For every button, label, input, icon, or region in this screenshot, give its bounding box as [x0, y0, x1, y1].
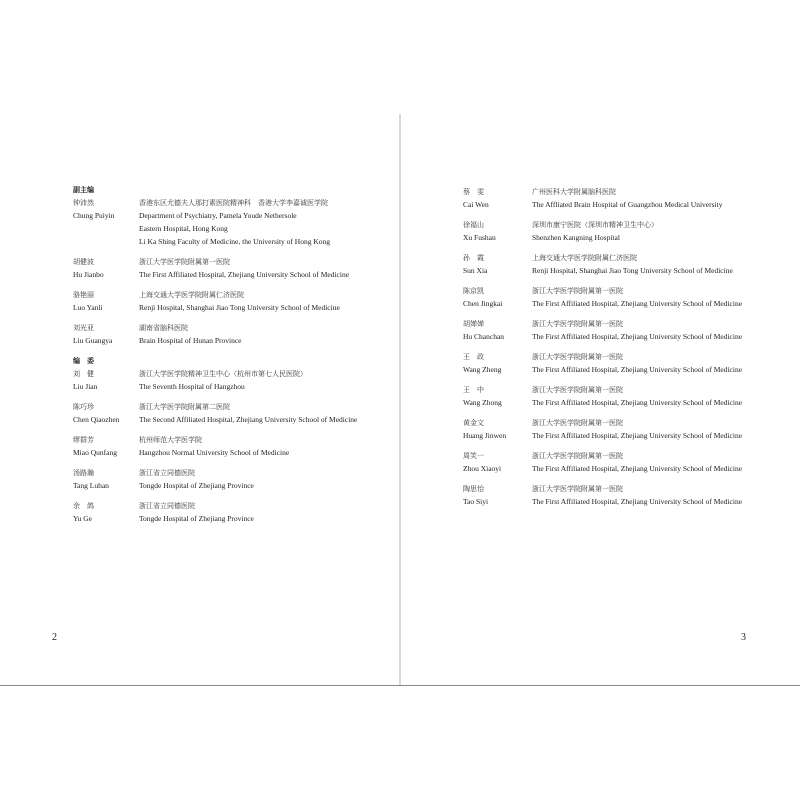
contributor-cn-name: 余 鸽 — [73, 502, 94, 510]
contributor-en-org: Shenzhen Kangning Hospital — [532, 233, 620, 242]
contributor-orgs — [532, 351, 793, 376]
contributor-orgs — [139, 322, 393, 347]
contributor-orgs — [532, 318, 793, 343]
contributor-entry — [73, 197, 393, 248]
contributor-entry — [463, 351, 793, 376]
contributor-cn-name: 陈京凯 — [463, 287, 484, 295]
contributor-names — [73, 401, 139, 426]
contributor-en-name: Tang Luhan — [73, 481, 109, 490]
contributor-cn-name: 王 政 — [463, 353, 484, 361]
contributor-en-name: Wang Zheng — [463, 365, 502, 374]
contributor-en-name: Chen Jingkai — [463, 299, 503, 308]
spread-bottom-edge — [0, 685, 800, 686]
contributor-orgs — [139, 434, 393, 459]
contributor-cn-org: 杭州师范大学医学院 — [139, 436, 202, 444]
contributor-en-org: Li Ka Shing Faculty of Medicine, the University of Hong Kong — [139, 237, 331, 246]
page-number: 3 — [741, 632, 746, 643]
contributor-en-org: Eastern Hospital, Hong Kong — [139, 224, 228, 233]
contributor-cn-org: 浙江大学医学院附属第一医院 — [532, 353, 623, 361]
contributor-names — [73, 500, 139, 525]
contributor-orgs — [139, 368, 393, 393]
contributor-en-org: The First Affiliated Hospital, Zhejiang University School of Medicine — [532, 299, 743, 308]
contributor-cn-org: 浙江大学医学院附属第一医院 — [139, 258, 230, 266]
contributor-en-name: Chen Qiaozhen — [73, 415, 120, 424]
contributor-cn-name: 陶思怡 — [463, 485, 484, 493]
contributor-en-org: The First Affiliated Hospital, Zhejiang University School of Medicine — [532, 464, 743, 473]
contributor-en-org: Hangzhou Normal University School of Medicine — [139, 448, 290, 457]
contributor-entry — [463, 186, 793, 211]
contributor-entry — [463, 483, 793, 508]
contributor-entry — [73, 434, 393, 459]
contributor-entry — [73, 368, 393, 393]
contributor-names — [463, 219, 532, 244]
contributor-entry — [463, 417, 793, 442]
contributor-orgs — [139, 500, 393, 525]
contributor-en-name: Xu Fushan — [463, 233, 496, 242]
contributor-en-org: Renji Hospital, Shanghai Jiao Tong University School of Medicine — [139, 303, 340, 312]
contributor-orgs — [532, 384, 793, 409]
contributor-names — [463, 384, 532, 409]
contributor-en-org: The First Affiliated Hospital, Zhejiang University School of Medicine — [139, 270, 350, 279]
contributor-entry — [463, 384, 793, 409]
contributor-cn-org: 浙江大学医学院附属第一医院 — [532, 485, 623, 493]
contributor-cn-org: 上海交通大学医学院附属仁济医院 — [532, 254, 637, 262]
contributor-en-name: Yu Ge — [73, 514, 92, 523]
contributor-orgs — [532, 219, 793, 244]
contributor-cn-name: 陈巧珍 — [73, 403, 94, 411]
contributor-cn-org: 浙江大学医学院附属第一医院 — [532, 452, 623, 460]
contributor-en-org: The First Affiliated Hospital, Zhejiang University School of Medicine — [532, 398, 743, 407]
contributor-names — [463, 450, 532, 475]
contributor-en-org: The Affliated Brain Hospital of Guangzhou Medical University — [532, 200, 723, 209]
contributor-en-name: Zhou Xiaoyi — [463, 464, 502, 473]
page-number: 2 — [52, 632, 57, 643]
contributor-cn-org: 上海交通大学医学院附属仁济医院 — [139, 291, 244, 299]
contributor-en-name: Sun Xia — [463, 266, 488, 275]
left-page-content — [73, 184, 393, 533]
contributor-en-name: Huang Jinwen — [463, 431, 507, 440]
contributor-en-org: The First Affiliated Hospital, Zhejiang University School of Medicine — [532, 365, 743, 374]
contributor-entry — [463, 252, 793, 277]
contributor-cn-name: 周笑一 — [463, 452, 484, 460]
right-page — [401, 114, 800, 686]
contributor-cn-org: 浙江省立同德医院 — [139, 469, 195, 477]
contributor-en-name: Miao Qunfang — [73, 448, 117, 457]
contributor-entry — [463, 219, 793, 244]
contributor-names — [463, 318, 532, 343]
section-title-deputy-editors: 副主编 — [73, 186, 94, 194]
contributor-orgs — [532, 450, 793, 475]
contributor-cn-org: 浙江大学医学院附属第一医院 — [532, 419, 623, 427]
contributor-entry — [73, 289, 393, 314]
contributor-cn-org: 湖南省脑科医院 — [139, 324, 188, 332]
contributor-en-org: The First Affiliated Hospital, Zhejiang University School of Medicine — [532, 497, 743, 506]
contributor-names — [73, 197, 139, 248]
right-page-content — [463, 186, 793, 516]
contributor-en-org: The First Affiliated Hospital, Zhejiang University School of Medicine — [532, 332, 743, 341]
contributor-names — [463, 417, 532, 442]
contributor-cn-name: 缪群芳 — [73, 436, 94, 444]
contributor-cn-org: 深圳市康宁医院（深圳市精神卫生中心） — [532, 221, 658, 229]
contributor-entry — [73, 467, 393, 492]
contributor-cn-name: 汤路瀚 — [73, 469, 94, 477]
contributor-orgs — [532, 483, 793, 508]
contributor-cn-name: 徐福山 — [463, 221, 484, 229]
contributor-orgs — [139, 197, 393, 248]
contributor-orgs — [139, 289, 393, 314]
contributor-cn-org: 浙江省立同德医院 — [139, 502, 195, 510]
contributor-orgs — [532, 186, 793, 211]
contributor-entry — [73, 500, 393, 525]
contributor-cn-org: 浙江大学医学院精神卫生中心（杭州市第七人民医院） — [139, 370, 307, 378]
contributor-en-name: Luo Yanli — [73, 303, 103, 312]
contributor-orgs — [139, 401, 393, 426]
contributor-en-org: Tongde Hospital of Zhejiang Province — [139, 481, 254, 490]
contributor-names — [463, 285, 532, 310]
contributor-cn-name: 钟沛然 — [73, 199, 94, 207]
contributor-en-name: Hu Chanchan — [463, 332, 505, 341]
contributor-names — [463, 483, 532, 508]
contributor-cn-org: 浙江大学医学院附属第一医院 — [532, 386, 623, 394]
contributor-names — [73, 434, 139, 459]
contributor-entry — [73, 322, 393, 347]
contributor-entry — [463, 285, 793, 310]
contributor-names — [73, 256, 139, 281]
left-page — [0, 114, 399, 686]
contributor-entry — [463, 450, 793, 475]
contributor-names — [463, 186, 532, 211]
contributor-en-org: The Second Affiliated Hospital, Zhejiang University School of Medicine — [139, 415, 358, 424]
contributor-entry — [73, 256, 393, 281]
contributor-en-name: Wang Zhong — [463, 398, 502, 407]
contributor-cn-org: 浙江大学医学院附属第二医院 — [139, 403, 230, 411]
contributor-orgs — [139, 256, 393, 281]
contributor-en-name: Chung Puiyin — [73, 211, 115, 220]
contributor-cn-name: 胡婵婵 — [463, 320, 484, 328]
contributor-en-name: Hu Jianbo — [73, 270, 104, 279]
contributor-orgs — [532, 417, 793, 442]
contributor-cn-org: 浙江大学医学院附属第一医院 — [532, 287, 623, 295]
contributor-names — [73, 289, 139, 314]
contributor-en-org: The Seventh Hospital of Hangzhou — [139, 382, 245, 391]
contributor-entry — [73, 401, 393, 426]
contributor-en-org: Department of Psychiatry, Pamela Youde Nethersole — [139, 211, 297, 220]
contributor-cn-name: 刘 健 — [73, 370, 94, 378]
contributor-en-org: Renji Hospital, Shanghai Jiao Tong University School of Medicine — [532, 266, 733, 275]
contributor-names — [463, 252, 532, 277]
contributor-cn-name: 蔡 雯 — [463, 188, 484, 196]
contributor-en-name: Liu Jian — [73, 382, 98, 391]
contributor-entry — [463, 318, 793, 343]
section-title-editorial-board: 编 委 — [73, 357, 94, 365]
contributor-cn-name: 胡健波 — [73, 258, 94, 266]
contributor-cn-org: 香港东区尤德夫人那打素医院精神科 香港大学李嘉诚医学院 — [139, 199, 328, 207]
contributor-cn-name: 骆艳丽 — [73, 291, 94, 299]
contributor-orgs — [532, 285, 793, 310]
book-spread — [0, 114, 800, 686]
contributor-cn-org: 广州医科大学附属脑科医院 — [532, 188, 616, 196]
contributor-cn-name: 黄金文 — [463, 419, 484, 427]
contributor-en-name: Liu Guangya — [73, 336, 113, 345]
contributor-cn-name: 王 中 — [463, 386, 484, 394]
contributor-en-name: Cai Wen — [463, 200, 489, 209]
contributor-names — [73, 322, 139, 347]
contributor-en-name: Tao Siyi — [463, 497, 489, 506]
contributor-cn-name: 刘光亚 — [73, 324, 94, 332]
contributor-orgs — [532, 252, 793, 277]
contributor-cn-name: 孙 霞 — [463, 254, 484, 262]
contributor-names — [463, 351, 532, 376]
contributor-orgs — [139, 467, 393, 492]
contributor-names — [73, 368, 139, 393]
contributor-cn-org: 浙江大学医学院附属第一医院 — [532, 320, 623, 328]
contributor-en-org: The First Affiliated Hospital, Zhejiang University School of Medicine — [532, 431, 743, 440]
contributor-en-org: Brain Hospital of Hunan Province — [139, 336, 242, 345]
contributor-en-org: Tongde Hospital of Zhejiang Province — [139, 514, 254, 523]
contributor-names — [73, 467, 139, 492]
